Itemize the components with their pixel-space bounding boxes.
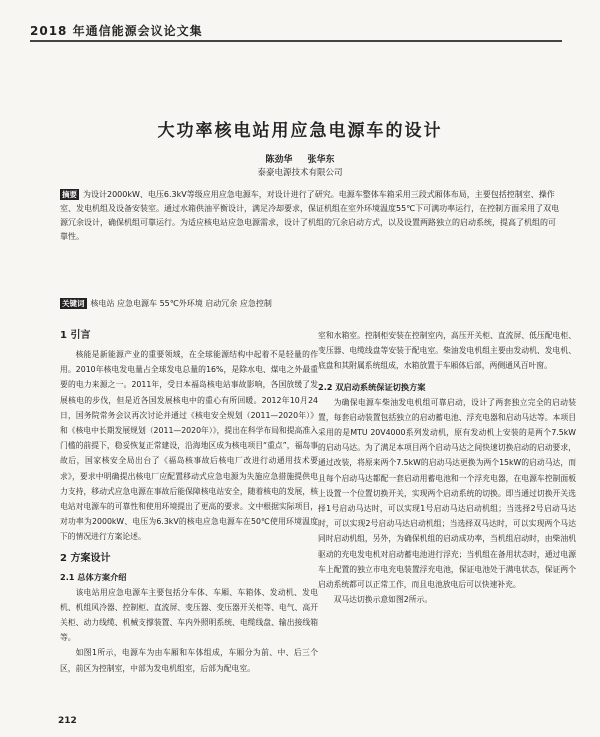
section-2-heading: 2 方案设计: [60, 552, 111, 564]
keywords: [60, 298, 560, 310]
abstract-text: 为设计2000kW、电压6.3kV等级应用应急电源车，对设计进行了研究。电源车整体车箱采用三段式厢体布局，主要包括控制室、操作室、发电机组及设备安装室。通过水箱供油平衡设计，满足冷却要求，保证机组在室外环境温度55℃下可满功率运行，在控制方面采用了双电源冗余设计，确保机组可靠运行。为适应核电站应急电源需求，设计了机组的冗余启动方式，以及设置两路独立的启动系统，提高了机组的可靠性。: [60, 190, 560, 241]
abstract-label: 摘要: [62, 190, 77, 199]
page-number: 212: [58, 716, 77, 726]
section-2-2-heading: 2.2 双启动系统保证切换方案: [318, 381, 426, 392]
running-header: 2018 年通信能源会议论文集: [30, 24, 203, 38]
section-2-2-paragraph-2: 双马达切换示意如图2所示。: [333, 595, 433, 605]
section-1-paragraph: 核能是新能源产业的重要领域，在全球能源结构中起着不是轻量的作用。2010年核电发电量占全球发电总量的16%，是除水电、煤电之外最重要的电力来源之一。2011年，受日本福岛核电站事故影响，各国放缓了发展核电的步伐，但是近各国发展核电中的重心有所回暖。2012年10月24日，国务院常务会议再次讨论并通过《核电安全规划（2011—2020年）》和《核电中长期发展规划（2011—2020年）》，提出在科学布局和提高准入门槛的前提下，稳妥恢复正常建设，沿海地区成为核电项目“重点”，福岛事故后，国家核安全局出台了《福岛核事故后核电厂改进行动通用技术要求》，要求中明确提出核电厂应配置移动式应急电源为失施应急措施提供电力支持，移动式应急电源在事故后能保障核电站安全，随着核电的发展，核电站对电源车的可靠性和使用环境提出了更高的要求。文中根据实际项目，对功率为2000kW、电压为6.3kV的核电应急电源车在50℃使用环境温度下的情况进行方案论述。: [60, 350, 318, 542]
right-column: [318, 328, 576, 607]
section-1-heading: 1 引言: [60, 330, 91, 341]
section-2-1-heading: 2.1 总体方案介绍: [60, 571, 127, 582]
paper-title: 大功率核电站用应急电源车的设计: [157, 121, 443, 141]
section-2-2-paragraph-1: 为确保电源车柴油发电机组可靠启动，设计了两套独立完全的启动装置，每套启动装置包括独立的启动蓄电池、浮充电器和启动马达等。本项目采用的是MTU 20V4000系列发动机，原有发动机上安装的是两个7.5kW的启动马达。为了满足本项目两个启动马达之间快速切换启动的启动要求，通过改装，将原来两个7.5kW的启动马达更换为两个15kW的启动马达，而且每个启动马达都配一套启动用蓄电池和一个浮充电器，在电源车控制面板上设置一个位置切换开关，实现两个启动系统的切换。即当通过切换开关选择1号启动马达时，可以实现1号启动马达启动机组；当选择2号启动马达时，可以实现2号启动马达启动机组；当选择双马达时，可以实现两个马达同时启动机组，另外，为确保机组的启动成功率，当机组启动时，由柴油机驱动的充电发电机对启动蓄电池进行浮充；当机组在备用状态时，通过电源车上配置的独立市电充电装置浮充电池，保证电池处于满电状态，保证两个启动系统都可以正常工作，而且电池放电后可以快速补充。: [318, 397, 576, 590]
left-column: [60, 328, 318, 676]
abstract: [60, 188, 560, 244]
section-2-1-paragraph-2: 如图1所示，电源车为由车厢和车体组成，车厢分为前、中、后三个区，前区为控制室，中部为发电机组室，后部为配电室。: [60, 648, 318, 673]
continued-paragraph: 室和水箱室。控制柜安装在控制室内，高压开关柜、直流屏、低压配电柜、变压器、电缆线盘等安装于配电室。柴油发电机组主要由发动机、发电机、底盘和其附属系统组成，水箱放置于车厢体后部，两侧通风百叶窗。: [318, 331, 576, 371]
paper-authors: 陈劲华 张华东: [265, 155, 335, 165]
section-2-1-paragraph-1: 该电站用应急电源车主要包括分车体、车厢、车箱体、发动机、发电机、机组风冷器、控制柜、直流屏、变压器、变压器开关柜等、电气、高开关柜、动力线缆、机械支撑装置、车内外照明系统、电缆线盘、输出接线箱等。: [60, 587, 318, 643]
keywords-label: 关键词: [62, 299, 85, 308]
paper-affiliation: 泰豪电源技术有限公司: [257, 168, 343, 178]
header-rule: [30, 40, 562, 42]
keywords-text: 核电站 应急电源车 55℃外环境 启动冗余 应急控制: [90, 299, 272, 308]
